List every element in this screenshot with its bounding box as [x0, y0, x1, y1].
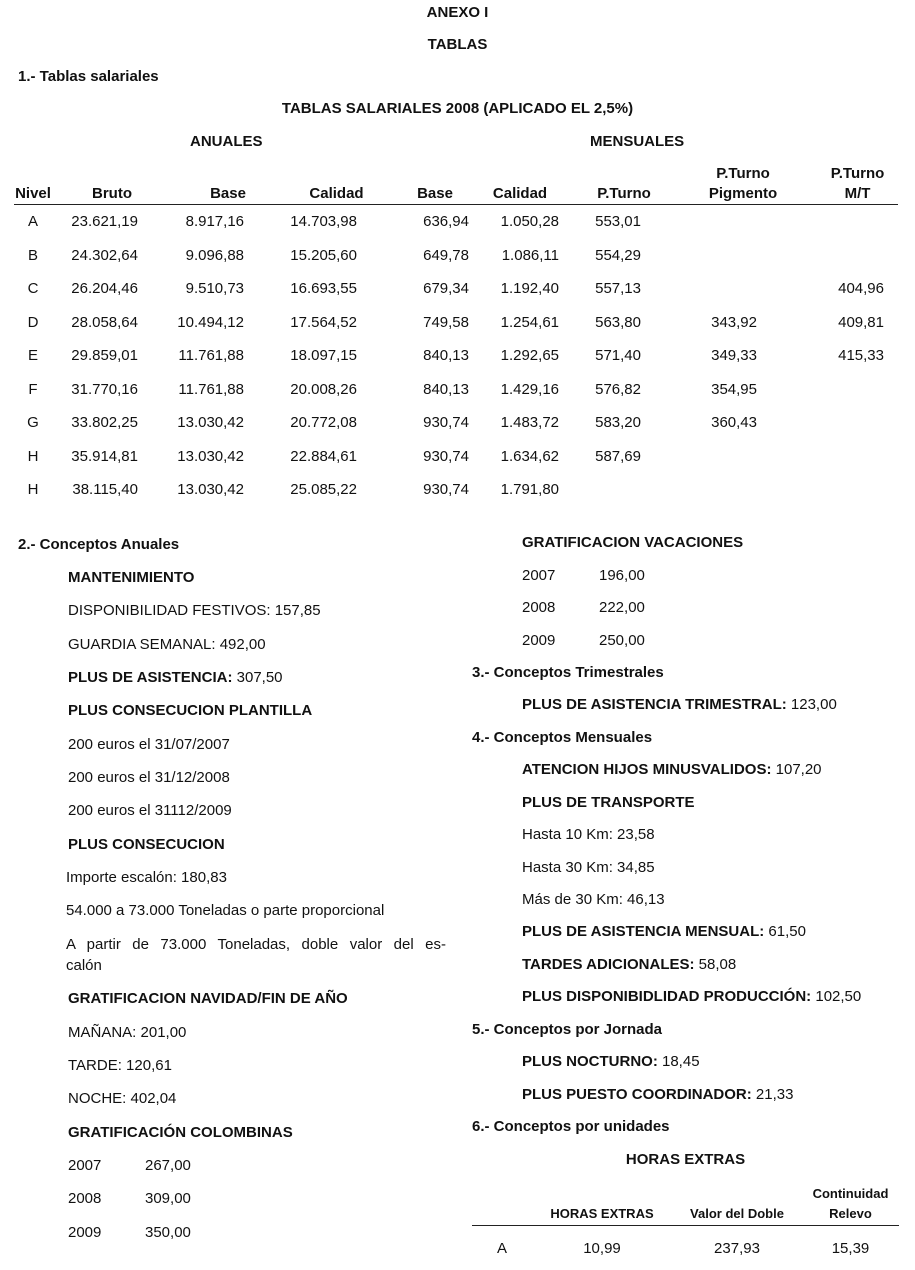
horas-extras-title: HORAS EXTRAS: [472, 1151, 899, 1168]
table-cell: 1.634,62: [471, 440, 569, 474]
navidad-heading: GRATIFICACION NAVIDAD/FIN DE AÑO: [68, 990, 348, 1007]
salary-table-header: [14, 160, 898, 205]
table-cell: 10.494,12: [152, 306, 264, 340]
table-cell: 343,92: [659, 306, 787, 340]
table-cell: [787, 205, 898, 239]
table-cell: 15.205,60: [264, 239, 379, 273]
plus-consecucion-heading: PLUS CONSECUCION: [68, 836, 225, 853]
table-cell: 404,96: [787, 272, 898, 306]
colombinas-amount: 267,00: [145, 1157, 191, 1174]
plantilla-line: 200 euros el 31112/2009: [68, 802, 232, 819]
table-cell: D: [14, 306, 52, 340]
doble-valor-line: A partir de 73.000 Toneladas, doble valor del es-: [66, 936, 446, 953]
noche-value: NOCHE: 402,04: [68, 1090, 176, 1107]
table-cell: 679,34: [379, 272, 471, 306]
colombinas-year: 2008: [68, 1190, 101, 1207]
table-cell: B: [14, 239, 52, 273]
col-header: [472, 1183, 532, 1226]
manana-value: MAÑANA: 201,00: [68, 1024, 186, 1041]
table-cell: 1.292,65: [471, 339, 569, 373]
table-cell: G: [14, 406, 52, 440]
table-cell: 17.564,52: [264, 306, 379, 340]
table-cell: 930,74: [379, 406, 471, 440]
table-cell: 1.050,28: [471, 205, 569, 239]
transporte-line: Hasta 10 Km: 23,58: [522, 826, 655, 843]
table-cell: 840,13: [379, 373, 471, 407]
plus-puesto-coordinador: PLUS PUESTO COORDINADOR: 21,33: [522, 1086, 793, 1103]
table-cell: 415,33: [787, 339, 898, 373]
table-cell: 13.030,42: [152, 473, 264, 507]
table-cell: [659, 239, 787, 273]
table-row: [14, 440, 898, 474]
annex-heading: ANEXO I: [0, 4, 915, 21]
salary-table: [14, 160, 898, 507]
col-header: Bruto: [52, 160, 152, 205]
table-cell: E: [14, 339, 52, 373]
col-header: P.Turno: [569, 160, 659, 205]
section-4-title: 4.- Conceptos Mensuales: [472, 729, 652, 746]
table-cell: 9.096,88: [152, 239, 264, 273]
colombinas-amount: 309,00: [145, 1190, 191, 1207]
table-cell: 553,01: [569, 205, 659, 239]
tables-heading: TABLAS: [0, 36, 915, 53]
table-cell: [659, 473, 787, 507]
table-cell: 14.703,98: [264, 205, 379, 239]
table-cell: 26.204,46: [52, 272, 152, 306]
table-cell: 25.085,22: [264, 473, 379, 507]
col-header: HORAS EXTRAS: [532, 1183, 672, 1226]
table-cell: 587,69: [569, 440, 659, 474]
plus-disponibilidad-produccion: PLUS DISPONIBIDLIDAD PRODUCCIÓN: 102,50: [522, 988, 861, 1005]
section-2-title: 2.- Conceptos Anuales: [18, 536, 179, 553]
table-cell: 23.621,19: [52, 205, 152, 239]
table-cell: 9.510,73: [152, 272, 264, 306]
toneladas-line: 54.000 a 73.000 Toneladas o parte proporcional: [66, 902, 384, 919]
table-cell: 749,58: [379, 306, 471, 340]
table-row: [14, 406, 898, 440]
table-cell: 11.761,88: [152, 373, 264, 407]
table-cell: 38.115,40: [52, 473, 152, 507]
table-cell: [787, 239, 898, 273]
table-row: [14, 473, 898, 507]
plus-nocturno: PLUS NOCTURNO: 18,45: [522, 1053, 700, 1070]
guardia-semanal: GUARDIA SEMANAL: 492,00: [68, 636, 266, 653]
col-header: Base: [379, 160, 471, 205]
table-row: [14, 205, 898, 239]
disponibilidad-festivos: DISPONIBILIDAD FESTIVOS: 157,85: [68, 602, 321, 619]
transporte-line: Hasta 30 Km: 34,85: [522, 859, 655, 876]
plus-transporte-heading: PLUS DE TRANSPORTE: [522, 794, 695, 811]
col-header: Calidad: [264, 160, 379, 205]
table-cell: 1.483,72: [471, 406, 569, 440]
table-cell: 930,74: [379, 473, 471, 507]
plus-asistencia: PLUS DE ASISTENCIA: 307,50: [68, 669, 283, 686]
table-cell: A: [472, 1226, 532, 1270]
table-cell: 29.859,01: [52, 339, 152, 373]
table-cell: 563,80: [569, 306, 659, 340]
table-cell: 22.884,61: [264, 440, 379, 474]
colombinas-year: 2007: [68, 1157, 101, 1174]
vacaciones-amount: 250,00: [599, 632, 645, 649]
table-cell: [787, 406, 898, 440]
doble-valor-line-2: calón: [66, 957, 102, 974]
table-cell: [787, 440, 898, 474]
table-cell: 13.030,42: [152, 440, 264, 474]
tardes-adicionales: TARDES ADICIONALES: 58,08: [522, 956, 736, 973]
col-header: Base: [152, 160, 264, 205]
table-cell: 237,93: [672, 1226, 802, 1270]
table-cell: 1.254,61: [471, 306, 569, 340]
table-cell: 20.008,26: [264, 373, 379, 407]
col-header: P.Turno Pigmento: [659, 160, 787, 205]
table-row: [14, 239, 898, 273]
table-cell: [659, 272, 787, 306]
table-cell: 11.761,88: [152, 339, 264, 373]
table-cell: H: [14, 473, 52, 507]
plantilla-line: 200 euros el 31/07/2007: [68, 736, 230, 753]
table-cell: 557,13: [569, 272, 659, 306]
colombinas-amount: 350,00: [145, 1224, 191, 1241]
importe-escalon: Importe escalón: 180,83: [66, 869, 227, 886]
table-cell: 571,40: [569, 339, 659, 373]
table-cell: 636,94: [379, 205, 471, 239]
table-row: [14, 272, 898, 306]
table-cell: 8.917,16: [152, 205, 264, 239]
vacaciones-year: 2008: [522, 599, 555, 616]
table-cell: 1.192,40: [471, 272, 569, 306]
table-cell: 13.030,42: [152, 406, 264, 440]
transporte-line: Más de 30 Km: 46,13: [522, 891, 665, 908]
table-cell: 16.693,55: [264, 272, 379, 306]
table-cell: H: [14, 440, 52, 474]
table-cell: 35.914,81: [52, 440, 152, 474]
col-header: Continuidad Relevo: [802, 1183, 899, 1226]
table-cell: 15,39: [802, 1226, 899, 1270]
table-cell: F: [14, 373, 52, 407]
vacaciones-heading: GRATIFICACION VACACIONES: [522, 534, 743, 551]
vacaciones-year: 2007: [522, 567, 555, 584]
plus-consecucion-plantilla-heading: PLUS CONSECUCION PLANTILLA: [68, 702, 312, 719]
table-cell: 1.791,80: [471, 473, 569, 507]
vacaciones-amount: 222,00: [599, 599, 645, 616]
group-monthly: MENSUALES: [590, 133, 684, 150]
section-5-title: 5.- Conceptos por Jornada: [472, 1021, 662, 1038]
table-cell: [787, 373, 898, 407]
salary-table-title: TABLAS SALARIALES 2008 (APLICADO EL 2,5%): [0, 100, 915, 117]
vacaciones-amount: 196,00: [599, 567, 645, 584]
table-cell: [659, 440, 787, 474]
table-cell: 1.086,11: [471, 239, 569, 273]
plantilla-line: 200 euros el 31/12/2008: [68, 769, 230, 786]
mantenimiento-heading: MANTENIMIENTO: [68, 569, 194, 586]
tarde-value: TARDE: 120,61: [68, 1057, 172, 1074]
table-cell: C: [14, 272, 52, 306]
table-cell: 31.770,16: [52, 373, 152, 407]
table-cell: 649,78: [379, 239, 471, 273]
table-cell: 409,81: [787, 306, 898, 340]
colombinas-year: 2009: [68, 1224, 101, 1241]
table-cell: [659, 205, 787, 239]
table-cell: 583,20: [569, 406, 659, 440]
table-cell: 18.097,15: [264, 339, 379, 373]
table-cell: 10,99: [532, 1226, 672, 1270]
table-row: [14, 339, 898, 373]
col-header: P.Turno M/T: [787, 160, 898, 205]
section-6-title: 6.- Conceptos por unidades: [472, 1118, 670, 1135]
atencion-hijos: ATENCION HIJOS MINUSVALIDOS: 107,20: [522, 761, 822, 778]
table-cell: 930,74: [379, 440, 471, 474]
vacaciones-year: 2009: [522, 632, 555, 649]
table-row: [14, 306, 898, 340]
table-cell: 28.058,64: [52, 306, 152, 340]
table-cell: 840,13: [379, 339, 471, 373]
table-cell: 576,82: [569, 373, 659, 407]
plus-asistencia-mensual: PLUS DE ASISTENCIA MENSUAL: 61,50: [522, 923, 806, 940]
colombinas-heading: GRATIFICACIÓN COLOMBINAS: [68, 1124, 293, 1141]
section-3-title: 3.- Conceptos Trimestrales: [472, 664, 664, 681]
table-cell: 33.802,25: [52, 406, 152, 440]
table-cell: 360,43: [659, 406, 787, 440]
table-cell: 20.772,08: [264, 406, 379, 440]
horas-extras-header: [472, 1183, 899, 1226]
table-cell: 24.302,64: [52, 239, 152, 273]
plus-asistencia-trimestral: PLUS DE ASISTENCIA TRIMESTRAL: 123,00: [522, 696, 837, 713]
table-cell: [569, 473, 659, 507]
table-row: [14, 373, 898, 407]
table-cell: 349,33: [659, 339, 787, 373]
section-1-title: 1.- Tablas salariales: [18, 68, 159, 85]
col-header: Nivel: [14, 160, 52, 205]
table-cell: 1.429,16: [471, 373, 569, 407]
table-row: [472, 1226, 899, 1270]
table-cell: [787, 473, 898, 507]
col-header: Valor del Doble: [672, 1183, 802, 1226]
col-header: Calidad: [471, 160, 569, 205]
table-cell: 554,29: [569, 239, 659, 273]
group-annual: ANUALES: [190, 133, 263, 150]
table-cell: A: [14, 205, 52, 239]
table-cell: 354,95: [659, 373, 787, 407]
horas-extras-table: [472, 1183, 899, 1270]
